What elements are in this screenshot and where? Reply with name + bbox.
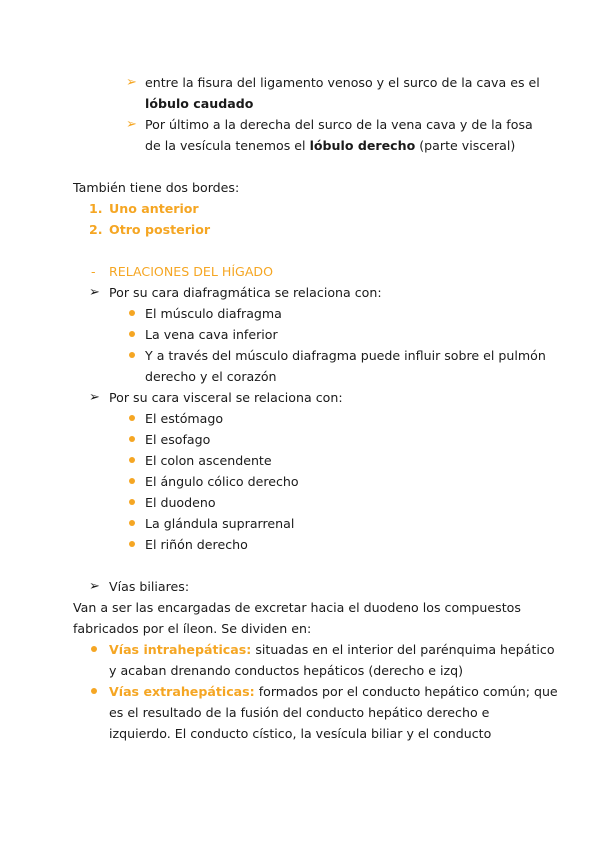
bullet-dot-icon: [129, 310, 135, 316]
arrowhead-icon: ➢: [89, 285, 100, 300]
paragraph-text: Van a ser las encargadas de excretar hacia el duodeno los compuestos: [73, 600, 521, 615]
list-item-text: El estómago: [145, 411, 224, 426]
arrowhead-icon: ➢: [126, 75, 137, 90]
list-item-text: El esofago: [145, 432, 211, 447]
list-item-text: Uno anterior: [109, 201, 199, 216]
paragraph-text: También tiene dos bordes:: [73, 180, 240, 195]
list-number: 2.: [89, 222, 103, 237]
list-item-text: La vena cava inferior: [145, 327, 278, 342]
bold-term: lóbulo derecho: [309, 138, 416, 153]
list-item-text: Otro posterior: [109, 222, 211, 237]
list-item-bold-term: lóbulo caudado: [145, 96, 254, 111]
list-number: 1.: [89, 201, 103, 216]
arrowhead-icon: ➢: [89, 579, 100, 594]
arrowhead-icon: ➢: [89, 390, 100, 405]
list-item-text: El músculo diafragma: [145, 306, 282, 321]
list-item-text: Por su cara visceral se relaciona con:: [109, 390, 343, 405]
text-run: formados por el conducto hepático común; que: [254, 684, 558, 699]
bullet-dot-icon: [129, 457, 135, 463]
section-dash: -: [91, 264, 96, 279]
bullet-dot-icon: [129, 499, 135, 505]
list-item-text: izquierdo. El conducto cístico, la vesícula biliar y el conducto: [109, 726, 492, 741]
list-item-text: Por último a la derecha del surco de la vena cava y de la fosa: [145, 117, 533, 132]
bullet-dot-icon: [129, 415, 135, 421]
list-item-text: [145, 135, 515, 156]
list-item-text: [109, 639, 555, 660]
bullet-dot-icon: [129, 331, 135, 337]
bullet-dot-icon: [91, 646, 97, 652]
paragraph-text: fabricados por el íleon. Se dividen en:: [73, 621, 312, 636]
bullet-dot-icon: [129, 520, 135, 526]
list-item-text: y acaban drenando conductos hepáticos (derecho e izq): [109, 663, 464, 678]
arrowhead-icon: ➢: [126, 117, 137, 132]
term-label: Vías extrahepáticas:: [109, 684, 255, 699]
term-label: Vías intrahepáticas:: [109, 642, 252, 657]
list-item-text: Por su cara diafragmática se relaciona con:: [109, 285, 382, 300]
list-item-text: Y a través del músculo diafragma puede influir sobre el pulmón: [145, 348, 546, 363]
bullet-dot-icon: [91, 688, 97, 694]
list-item-text: El duodeno: [145, 495, 216, 510]
list-item-text: La glándula suprarrenal: [145, 516, 295, 531]
bullet-dot-icon: [129, 478, 135, 484]
bullet-dot-icon: [129, 436, 135, 442]
list-item-text: El riñón derecho: [145, 537, 248, 552]
bullet-dot-icon: [129, 352, 135, 358]
list-item-text: derecho y el corazón: [145, 369, 277, 384]
list-item-text: es el resultado de la fusión del conducto hepático derecho e: [109, 705, 490, 720]
list-item-text: entre la fisura del ligamento venoso y el surco de la cava es el: [145, 75, 540, 90]
list-item-text: Vías biliares:: [109, 579, 190, 594]
list-item-text: [109, 681, 558, 702]
list-item-text: El colon ascendente: [145, 453, 272, 468]
list-item-text: El ángulo cólico derecho: [145, 474, 299, 489]
text-run: (parte visceral): [415, 138, 516, 153]
text-run: de la vesícula tenemos el: [145, 138, 310, 153]
bullet-dot-icon: [129, 541, 135, 547]
text-run: situadas en el interior del parénquima hepático: [251, 642, 555, 657]
section-heading: RELACIONES DEL HÍGADO: [109, 264, 274, 279]
